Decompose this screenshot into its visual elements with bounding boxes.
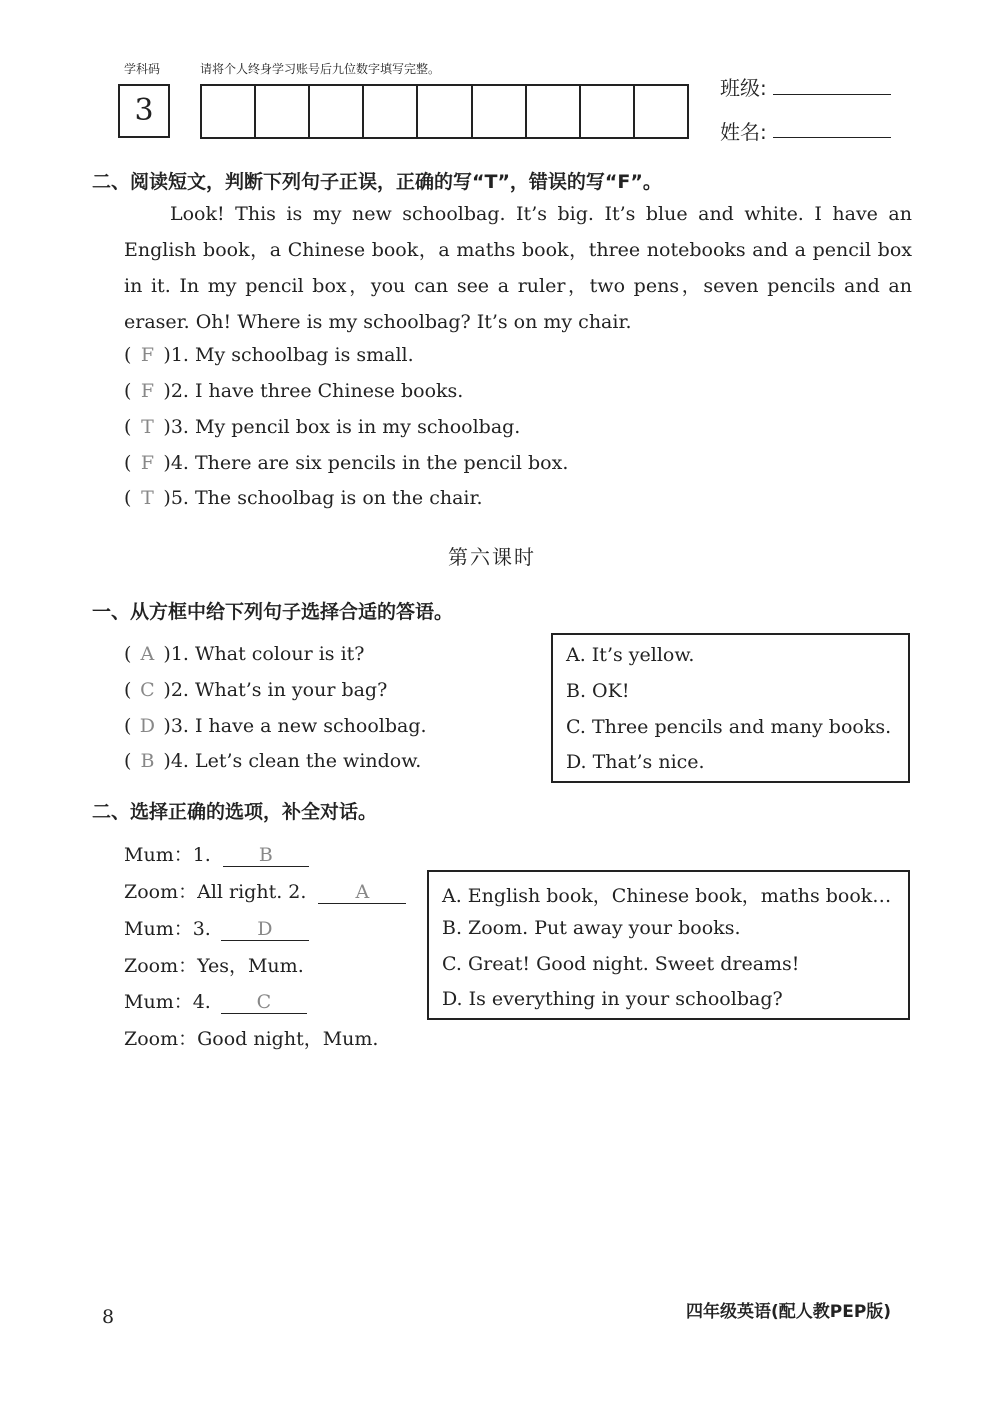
answer-blank[interactable]: B — [223, 844, 309, 867]
option-text: B. OK! — [566, 680, 630, 702]
account-instruction: 请将个人终身学习账号后九位数字填写完整。 — [200, 62, 441, 76]
digit-cell[interactable] — [581, 86, 635, 137]
option-text: A. It’s yellow. — [566, 644, 695, 666]
reading-passage: Look! This is my new schoolbag. It’s big. It’s blue and white. I have an English book，a Chinese book，a maths book，three notebooks and a pencil box in it. In my pencil box，you can see a ruler，two pens，seven pencils and an eraser. Oh! Where is my schoolbag? It’s on my chair. — [124, 203, 912, 333]
list-item: ( T )5. The schoolbag is on the chair. — [124, 487, 483, 509]
answer-mark[interactable]: A — [140, 643, 155, 665]
list-item: ( F )4. There are six pencils in the pencil box. — [124, 452, 569, 474]
dialog-line: Mum：1. B — [124, 840, 309, 867]
digit-cell[interactable] — [202, 86, 256, 137]
class-field[interactable] — [773, 94, 891, 95]
dialog-line: Mum：3. D — [124, 914, 309, 941]
option-text: C. Great! Good night. Sweet dreams! — [442, 953, 800, 975]
reading-heading: 二、阅读短文，判断下列句子正误，正确的写“T”，错误的写“F”。 — [92, 171, 662, 193]
list-item: ( A )1. What colour is it? — [124, 643, 365, 665]
digit-cell[interactable] — [418, 86, 472, 137]
subject-code-label: 学科码 — [124, 62, 161, 76]
answer-blank[interactable]: A — [318, 881, 406, 904]
dialog-line: Zoom：All right. 2. A — [124, 877, 406, 904]
digit-cell[interactable] — [310, 86, 364, 137]
dialog-heading: 二、选择正确的选项，补全对话。 — [92, 801, 378, 823]
name-field[interactable] — [773, 137, 891, 138]
list-item: ( D )3. I have a new schoolbag. — [124, 715, 427, 737]
digit-cell[interactable] — [256, 86, 310, 137]
answer-mark[interactable]: B — [140, 750, 155, 772]
list-item: ( F )1. My schoolbag is small. — [124, 344, 414, 366]
answer-mark[interactable]: F — [140, 344, 155, 366]
answer-mark[interactable]: F — [140, 452, 155, 474]
book-title: 四年级英语(配人教PEP版) — [686, 1302, 892, 1322]
digit-cell[interactable] — [364, 86, 418, 137]
answer-blank[interactable]: D — [221, 918, 309, 941]
dialog-options-box — [427, 870, 910, 1020]
dialog-line: Zoom：Good night，Mum. — [124, 1028, 379, 1050]
dialog-line: Zoom：Yes，Mum. — [124, 955, 304, 977]
option-text: C. Three pencils and many books. — [566, 716, 892, 738]
list-item: ( B )4. Let’s clean the window. — [124, 750, 422, 772]
answer-mark[interactable]: F — [140, 380, 155, 402]
option-text: A. English book，Chinese book，maths book… — [442, 885, 892, 907]
dialog-line: Mum：4. C — [124, 987, 307, 1014]
name-label: 姓名: — [720, 120, 767, 144]
option-text: B. Zoom. Put away your books. — [442, 917, 741, 939]
digit-cell[interactable] — [635, 86, 687, 137]
answer-blank[interactable]: C — [221, 991, 307, 1014]
option-text: D. That’s nice. — [566, 751, 705, 773]
list-item: ( F )2. I have three Chinese books. — [124, 380, 464, 402]
answer-mark[interactable]: D — [139, 715, 156, 737]
class-label: 班级: — [720, 76, 767, 100]
choose-heading: 一、从方框中给下列句子选择合适的答语。 — [92, 601, 454, 623]
option-text: D. Is everything in your schoolbag? — [442, 988, 783, 1010]
page-number: 8 — [102, 1306, 115, 1328]
digit-cell[interactable] — [473, 86, 527, 137]
lesson-title: 第六课时 — [448, 545, 536, 569]
answer-mark[interactable]: T — [141, 487, 154, 509]
list-item: ( T )3. My pencil box is in my schoolbag. — [124, 416, 521, 438]
digit-cell[interactable] — [527, 86, 581, 137]
choose-options-box — [551, 633, 910, 783]
answer-mark[interactable]: C — [140, 679, 155, 701]
answer-mark[interactable]: T — [141, 416, 154, 438]
subject-code-box: 3 — [118, 84, 170, 138]
account-digit-grid — [200, 84, 689, 139]
list-item: ( C )2. What’s in your bag? — [124, 679, 388, 701]
